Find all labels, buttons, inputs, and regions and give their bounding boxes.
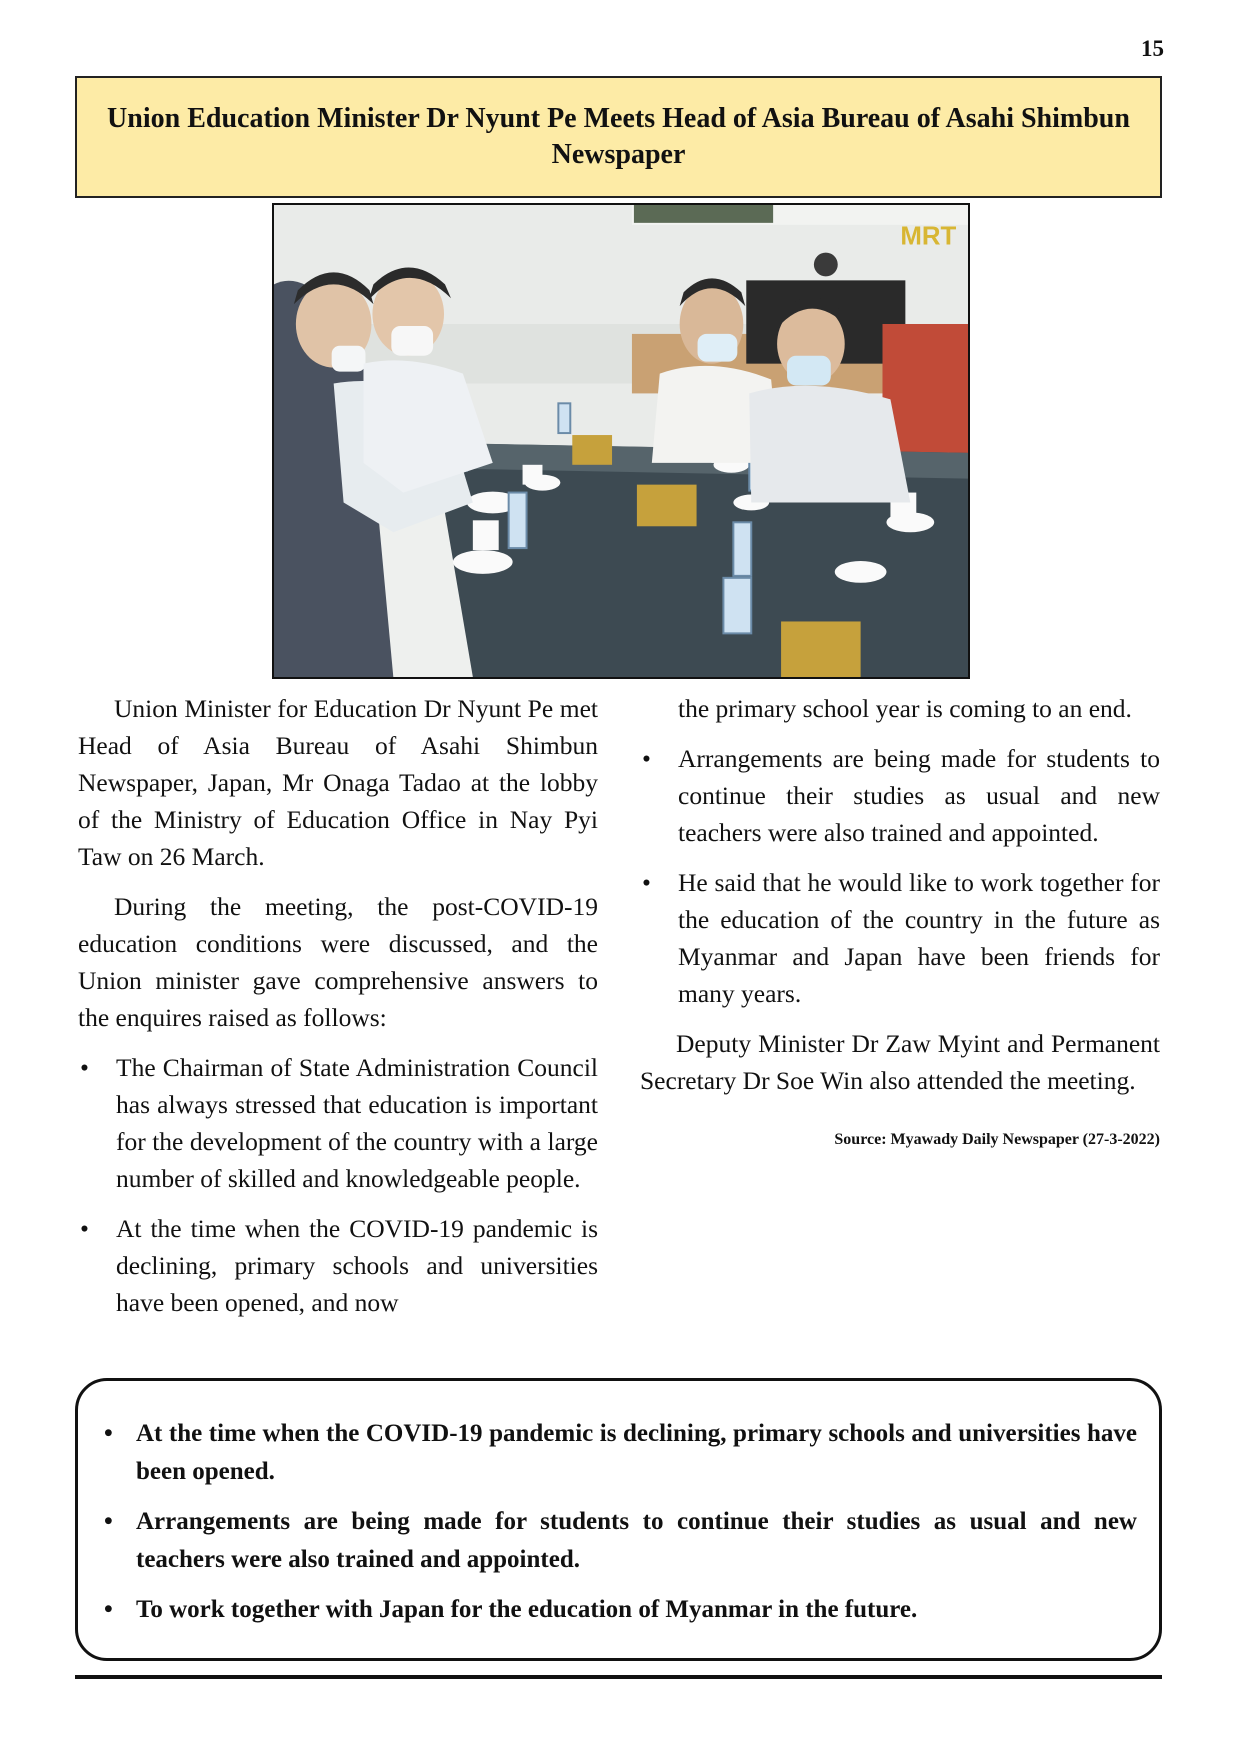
answer-item: • He said that he would like to work together for the education of the country in the future as Myanmar and Japan have been friends for many years. [640, 864, 1160, 1012]
answer-list-continued [640, 740, 1160, 1012]
page-number: 15 [1141, 36, 1164, 61]
answer-item: • Arrangements are being made for students to continue their studies as usual and new teachers were also trained and appointed. [640, 740, 1160, 851]
article-title: Union Education Minister Dr Nyunt Pe Meets Head of Asia Bureau of Asahi Shimbun Newspaper [107, 103, 1130, 170]
article-column-left [78, 690, 598, 1334]
meeting-photo [272, 203, 970, 679]
answer-item-continuation: the primary school year is coming to an end. [678, 694, 1132, 723]
summary-box [75, 1378, 1162, 1661]
summary-item: • At the time when the COVID-19 pandemic is declining, primary schools and universities have been opened. [102, 1415, 1137, 1491]
answer-item: • At the time when the COVID-19 pandemic is declining, primary schools and universities have been opened, and now [78, 1210, 598, 1321]
article-title-box [75, 76, 1162, 198]
summary-item: • To work together with Japan for the education of Myanmar in the future. [102, 1591, 1137, 1629]
bottom-rule [75, 1675, 1162, 1679]
summary-list [102, 1415, 1137, 1629]
article-paragraph-meeting: During the meeting, the post-COVID-19 education conditions were discussed, and the Union minister gave comprehensive answers to the enquires raised as follows: [78, 892, 598, 1032]
article-paragraph-closing: Deputy Minister Dr Zaw Myint and Permanent Secretary Dr Soe Win also attended the meeting. [640, 1029, 1160, 1095]
article-paragraph-intro: Union Minister for Education Dr Nyunt Pe met Head of Asia Bureau of Asahi Shimbun Newspaper, Japan, Mr Onaga Tadao at the lobby of the Ministry of Education Office in Nay Pyi Taw on 26 March. [78, 694, 598, 871]
mrt-watermark: MRT [900, 222, 957, 251]
article-source: Source: Myawady Daily Newspaper (27-3-2022) [834, 1131, 1160, 1148]
answer-list [78, 1049, 598, 1321]
answer-item: • The Chairman of State Administration Council has always stressed that education is important for the development of the country with a large number of skilled and knowledgeable people. [78, 1049, 598, 1197]
article-column-right [640, 690, 1160, 1151]
summary-item: • Arrangements are being made for students to continue their studies as usual and new teachers were also trained and appointed. [102, 1503, 1137, 1579]
meeting-photo-illustration [274, 205, 968, 677]
